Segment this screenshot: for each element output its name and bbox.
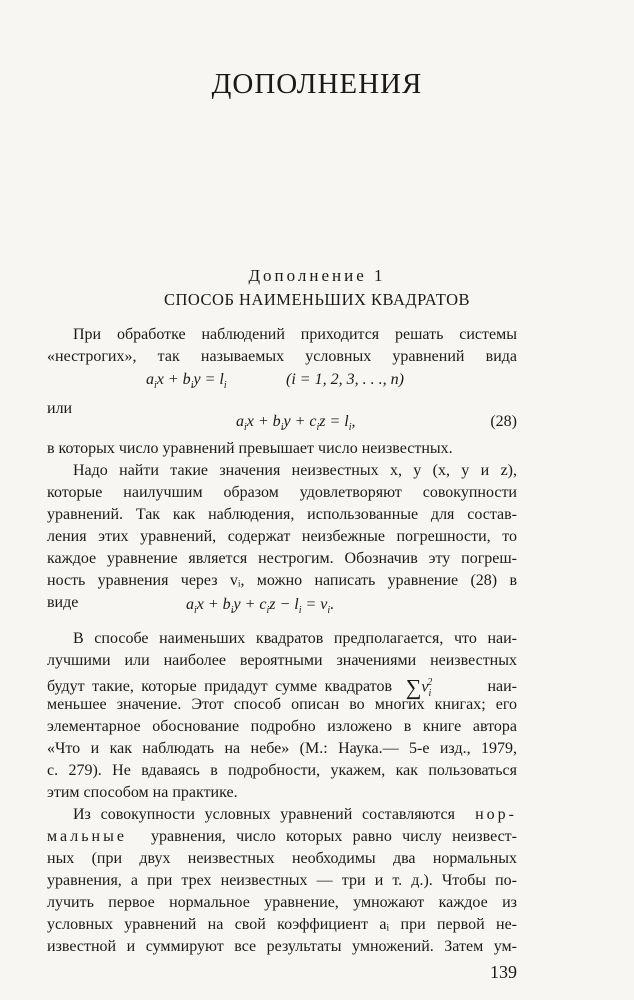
paragraph-3-line-2: которые наилучшим образом удовлетворяют совокупности [47, 484, 517, 501]
paragraph-1-line-1: При обработке наблюдений приходится решать системы [73, 326, 517, 343]
chapter-title: ДОПОЛНЕНИЯ [211, 68, 423, 100]
paragraph-4-line-3-text: будут такие, которые придадут сумме квадратов [47, 678, 392, 696]
formula-28: $a_ix + b_iy + c_iz = l_i$, [236, 413, 356, 434]
emphasis-normal-end: мальные [47, 828, 127, 845]
paragraph-5-line-7: известной и суммируют все результаты умножений. Затем ум- [47, 938, 517, 955]
paragraph-3-line-4: ления этих уравнений, содержат неизбежные погрешности, то [47, 528, 517, 545]
supplement-title: СПОСОБ НАИМЕНЬШИХ КВАДРАТОВ [163, 290, 470, 309]
paragraph-3-line-1: Надо найти такие значения неизвестных x, y (x, y и z), [73, 462, 517, 479]
paragraph-4-line-6: «Что и как наблюдать на небе» (М.: Наука.— 5-е изд., 1979, [47, 740, 517, 757]
paragraph-5-line-1-text: Из совокупности условных уравнений составляются [73, 806, 455, 823]
page-number: 139 [490, 962, 517, 982]
paragraph-4-line-5: элементарное обоснование подробно изложено в книге автора [47, 718, 517, 735]
paragraph-5-line-4: уравнения, а при трех неизвестных — три и т. д.). Чтобы по- [47, 872, 517, 889]
sigma-icon: ∑ [405, 674, 422, 700]
paragraph-1-line-2: «нестрогих», так называемых условных уравнений вида [47, 348, 517, 365]
paragraph-4-line-1: В способе наименьших квадратов предполагается, что наи- [73, 630, 517, 647]
paragraph-4-line-7: с. 279). Не вдаваясь в подробности, укажем, как пользоваться [47, 762, 517, 779]
equation-number-28: (28) [490, 413, 517, 430]
paragraph-5-line-2-text: уравнения, число которых равно числу неизвест- [151, 828, 517, 845]
paragraph-4-line-8: этим способом на практике. [47, 784, 238, 801]
emphasis-normal-start: нор- [475, 806, 517, 823]
paragraph-5-line-6: условных уравнений на свой коэффициент aᵢ при первой не- [47, 916, 517, 933]
paragraph-5-line-5: лучить первое нормальное уравнение, умножают каждое из [47, 894, 517, 911]
paragraph-4-line-3-end: наи- [487, 678, 517, 696]
paragraph-5-line-2 [47, 826, 517, 848]
paragraph-4-line-2: лучшими или наиболее вероятными значениями неизвестных [47, 652, 517, 669]
paragraph-3-line-6: ность уравнения через vᵢ, можно написать уравнение (28) в [47, 572, 517, 589]
paragraph-3-line-7: виде [47, 594, 79, 611]
formula-residual: $a_ix + b_iy + c_iz - l_i = v_i$. [186, 596, 335, 617]
formula-condition: (i = 1, 2, 3, . . ., n) [286, 371, 404, 388]
paragraph-3-line-5: каждое уравнение является нестрогим. Обозначив эту погреш- [47, 550, 517, 567]
or-word: или [47, 400, 73, 417]
paragraph-2: в которых число уравнений превышает число неизвестных. [47, 440, 453, 457]
paragraph-5-line-1 [73, 804, 517, 826]
paragraph-3-line-3: уравнений. Так как наблюдения, использованные для состав- [47, 506, 517, 523]
supplement-heading: Дополнение 1 [248, 266, 386, 285]
paragraph-5-line-3: ных (при двух неизвестных необходимы два нормальных [47, 850, 517, 867]
paragraph-4-line-4: меньшее значение. Этот способ описан во многих книгах; его [47, 696, 517, 713]
formula-conditional-equation: $a_ix + b_iy = l_i$ [146, 371, 227, 392]
sum-of-squares-formula: $\sum v_i^2$ [405, 674, 433, 700]
